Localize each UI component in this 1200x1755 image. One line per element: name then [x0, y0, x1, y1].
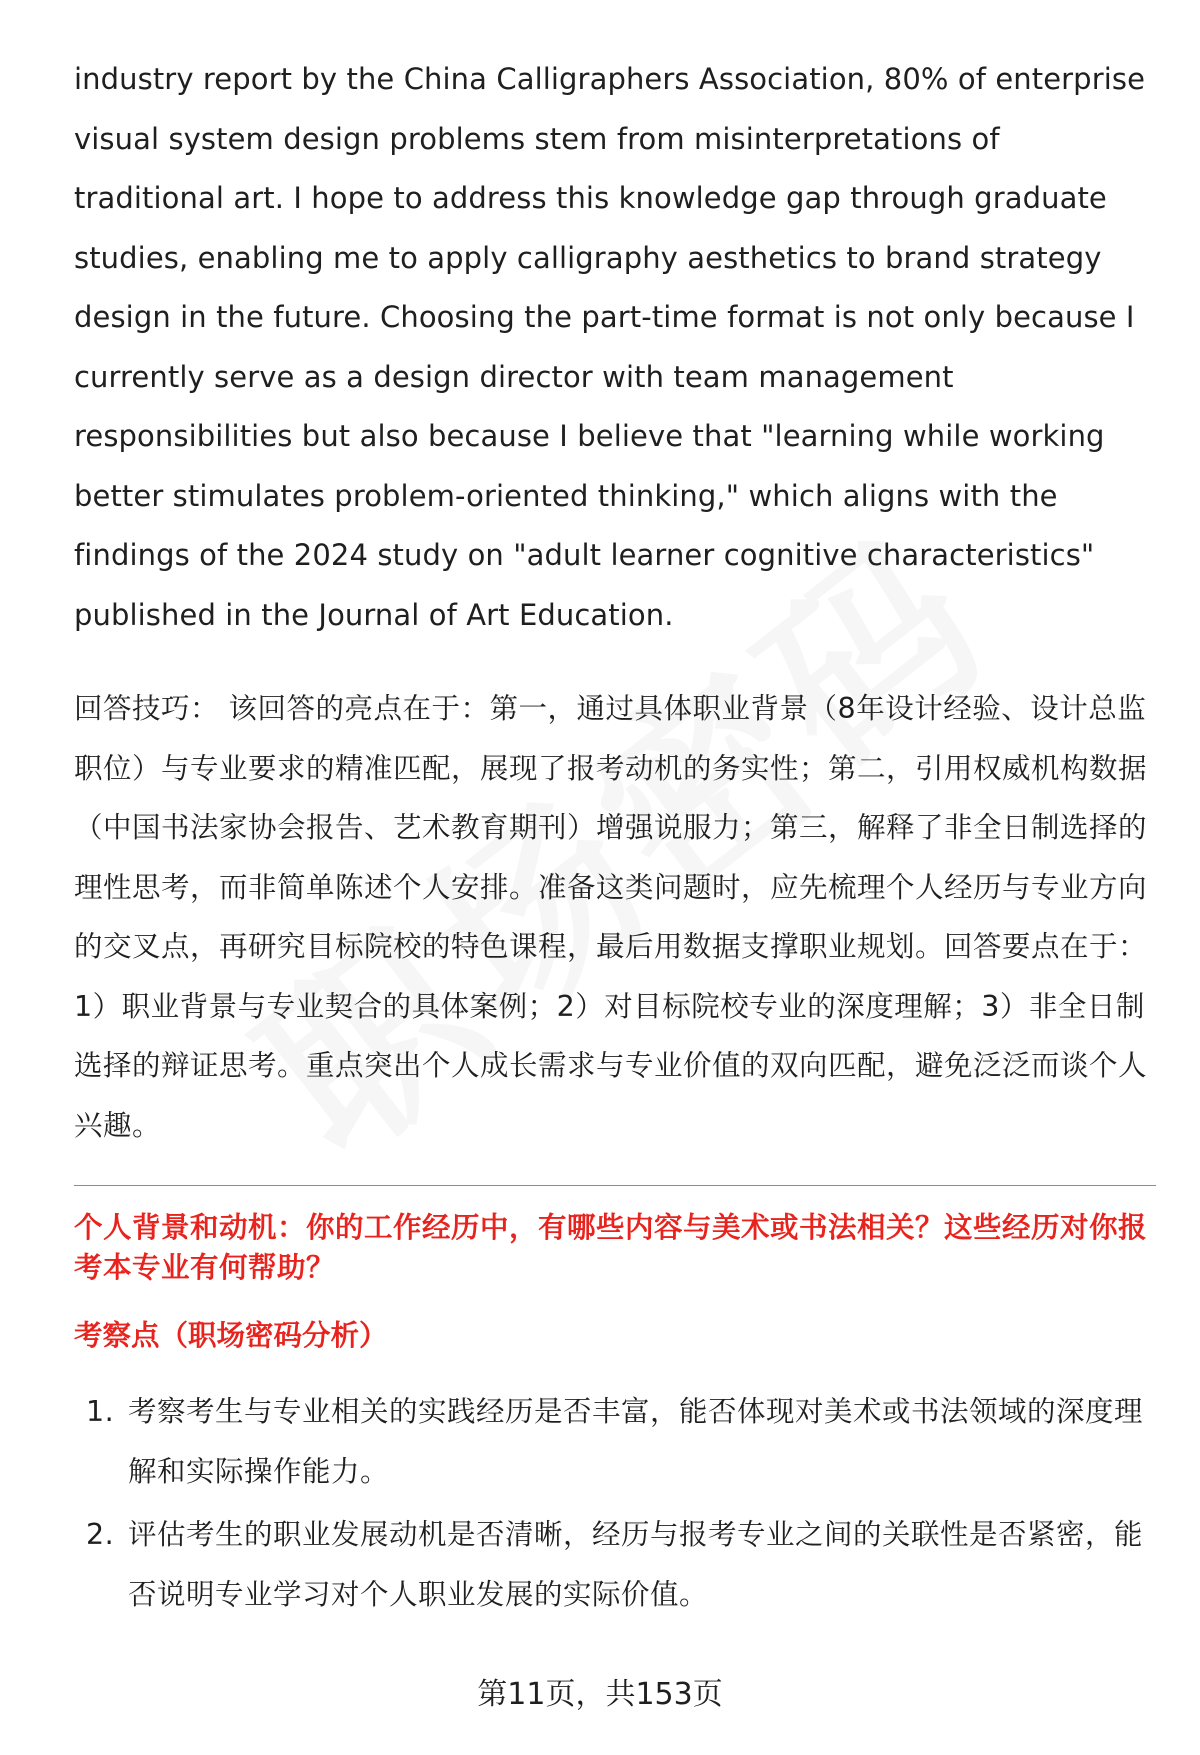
list-item — [74, 1382, 1156, 1501]
assessment-points-list — [74, 1382, 1156, 1624]
section-divider — [74, 1185, 1156, 1186]
assessment-points-heading: 考察点（职场密码分析） — [74, 1319, 388, 1352]
list-item-number: 1. — [86, 1395, 115, 1428]
list-item-text: 考察考生与专业相关的实践经历是否丰富，能否体现对美术或书法领域的深度理解和实际操作能力。 — [128, 1395, 1144, 1488]
answer-tips-paragraph: 回答技巧： 该回答的亮点在于：第一，通过具体职业背景（8年设计经验、设计总监职位）与专业要求的精准匹配，展现了报考动机的务实性；第二，引用权威机构数据（中国书法家协会报告、艺术教育期刊）增强说服力；第三，解释了非全日制选择的理性思考，而非简单陈述个人安排。准备这类问题时，应先梳理个人经历与专业方向的交叉点，再研究目标院校的特色课程，最后用数据支撑职业规划。回答要点在于：1）职业背景与专业契合的具体案例；2）对目标院校专业的深度理解；3）非全日制选择的辩证思考。重点突出个人成长需求与专业价值的双向匹配，避免泛泛而谈个人兴趣。 — [74, 692, 1148, 1142]
question-heading: 个人背景和动机：你的工作经历中，有哪些内容与美术或书法相关？这些经历对你报考本专业有何帮助？ — [74, 1211, 1148, 1284]
list-item-number: 2. — [86, 1518, 115, 1551]
list-item — [74, 1505, 1156, 1624]
page-number-footer: 第11页，共153页 — [477, 1677, 723, 1712]
list-item-text: 评估考生的职业发展动机是否清晰，经历与报考专业之间的关联性是否紧密，能否说明专业学习对个人职业发展的实际价值。 — [128, 1518, 1144, 1611]
document-page — [74, 50, 1156, 1628]
intro-paragraph: industry report by the China Calligraphers Association, 80% of enterprise visual system design problems stem from misinterpretations of traditional art. I hope to address this knowledge gap through graduate studies, enabling me to apply calligraphy aesthetics to brand strategy design in the future. Choosing the part-time format is not only because I currently serve as a design director with team management responsibilities but also because I believe that "learning while working better stimulates problem-oriented thinking," which aligns with the findings of the 2024 study on "adult learner cognitive characteristics" published in the Journal of Art Education. — [74, 62, 1146, 632]
